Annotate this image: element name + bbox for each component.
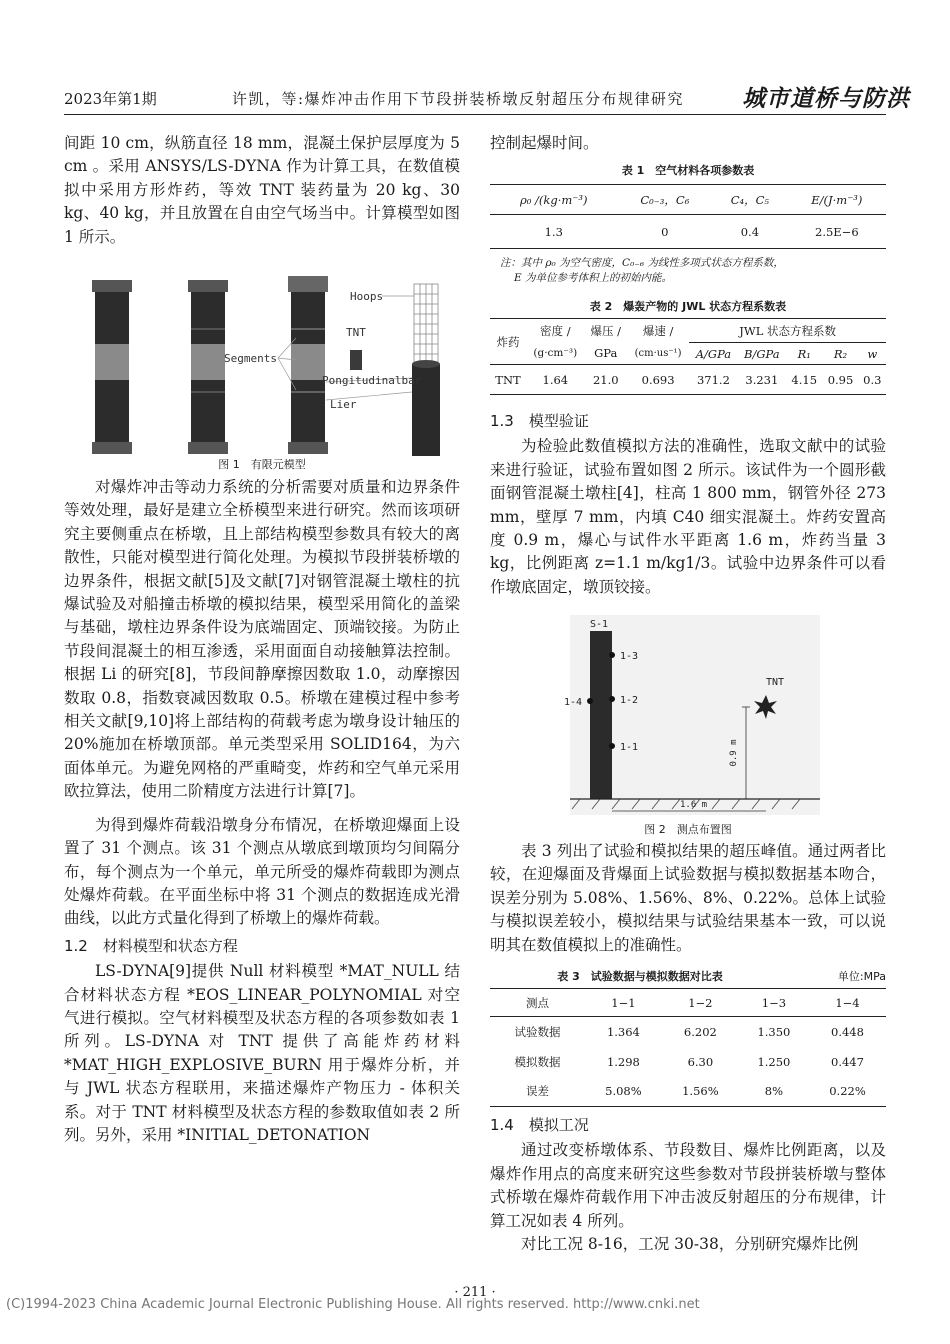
table-header-cell: 1−2 [688,995,713,1010]
table-cell: 0.22% [829,1084,866,1099]
paragraph: 控制起爆时间。 [490,134,599,152]
table-cell: 5.08% [605,1084,642,1099]
tnt-label: TNT [346,326,366,339]
header-rule [64,114,886,115]
table-header-cell: (g·cm⁻³) [533,347,578,360]
point-label: 1-3 [620,651,639,662]
liner-label: Lier [330,398,357,411]
paragraph: LS-DYNA[9]提供 Null 材料模型 *MAT_NULL 结合材料状态方程 *EOS_LINEAR_POLYNOMIAL 对空气进行模拟。空气材料模型及状态方程的各项参数如表 1 所列。LS-DYNA 对 TNT 提供了高能炸药材料 *MAT_HIGH_EXPLOSIVE_BURN 用于爆炸分析，并与 JWL 状态方程联用，来描述爆炸产物压力 - 体积关系。对于 TNT 材料模型及状态方程的参数取值如表 2 所列。另外，采用 *INITIAL_DETONATION [64,962,460,1144]
table-2-caption: 表 2 爆轰产物的 JWL 状态方程系数表 [589,300,787,313]
pier-model-integral [92,280,132,454]
tnt-block [350,350,362,370]
finite-element-model-illustration [64,272,460,458]
tnt-label: TNT [766,677,785,688]
table-1 [490,184,886,249]
table-header-cell: A/GPa [695,346,732,361]
pier-model-segmental [188,280,228,454]
table-header-cell: 爆速 / [642,323,674,338]
table-cell: 3.231 [745,372,779,387]
table-header-cell: 爆压 / [590,323,622,338]
left-column [64,132,460,249]
table-3-unit: 单位:MPa [837,970,886,983]
pier-specimen [590,631,612,799]
hoops-label: Hoops [350,290,384,303]
left-column-body [64,476,460,1147]
paragraph: 为检验此数值模拟方法的准确性，选取文献中的试验来进行验证，试验布置如图 2 所示。该试件为一个圆形截面钢管混凝土墩柱[4]，柱高 1 800 mm，钢管外径 273 mm，壁厚 7 mm，内填 C40 细实混凝土。炸药安置高度 0.9 m，爆心与试件水平距离 1.6 m，炸药当量 3 kg，比例距离 z=1.1 m/kg1/3。试验中边界条件可以看作墩底固定，墩顶铰接。 [490,437,886,596]
issue-label: 2023年第1期 [64,90,157,108]
table-cell: 0.4 [740,224,760,239]
paragraph: 对比工况 8-16，工况 30-38，分别研究爆炸比例 [521,1235,859,1254]
table-header-cell: E/(J·m⁻³) [811,192,863,207]
table-cell: 1.364 [606,1024,640,1039]
table-header-cell: 炸药 [490,319,526,365]
pier-model-segmental-meshed [288,276,328,454]
paragraph: 对爆炸冲击等动力系统的分析需要对质量和边界条件等效处理，最好是建立全桥模型来进行研究。然而该项研究主要侧重点在桥墩，且上部结构模型参数具有较大的离散性，只能对模型进行简化处理。为模拟节段拼装桥墩的边界条件，根据文献[5]及文献[7]对钢管混凝土墩柱的抗爆试验及对船撞击桥墩的模拟结果，模型采用简化的盖梁与基础，墩柱边界条件设为底端固定、顶端铰接。为防止节段间混凝土的相互渗透，采用面面自动接触算法控制。根据 Li 的研究[8]，节段间静摩擦因数取 1.0，动摩擦因数取 0.8，指数衰减因数取 0.5。桥墩在建模过程中参考相关文献[9,10]将上部结构的荷载考虑为墩身设计轴压的 20%施加在桥墩顶部。单元类型采用 SOLID164，为六面体单元。为避免网格的严重畸变，炸药和空气单元采用欧拉算法，使用二阶精度方法进行计算[7]。 [64,478,460,801]
table-header-cell: R₁ [797,346,811,361]
table-cell: TNT [495,372,521,387]
table-cell: 6.202 [683,1024,717,1039]
table-cell: 1.56% [682,1084,719,1099]
table-header-cell: B/GPa [744,346,780,361]
measuring-point [609,696,615,702]
table-cell: 1.250 [757,1054,791,1069]
right-column-top [490,132,886,155]
figure-1 [64,272,460,458]
table-cell: 误差 [525,1084,549,1099]
height-dimension: 0.9 m [729,739,739,767]
table-row [490,1017,886,1047]
table-header-row [490,989,886,1017]
table-header-cell: 1−1 [611,995,636,1010]
table-cell: 0 [661,224,669,239]
table-row [490,365,886,395]
measuring-point [587,698,593,704]
table-cell: 模拟数据 [514,1054,561,1069]
table-cell: 1.64 [542,372,569,387]
table-header-cell: JWL 状态方程系数 [689,319,886,343]
table-cell: 0.693 [641,372,675,387]
table-header-cell: (cm·us⁻¹) [634,347,682,359]
point-label: 1-4 [564,697,583,708]
table-row [490,1077,886,1107]
table-row [490,215,886,249]
table-header-cell: GPa [594,346,618,361]
journal-brand: 城市道桥与防洪 [742,85,910,112]
table-1-caption: 表 1 空气材料各项参数表 [621,164,755,177]
table-cell: 0.447 [831,1054,864,1069]
table-cell: 1.350 [757,1024,791,1039]
table-note-line: E 为单位参考体积上的初始内能。 [514,272,673,284]
point-label: 1-2 [620,695,639,706]
section-heading-1-3: 1.3 模型验证 [490,412,589,430]
table-note-line: 注：其中 ρ₀ 为空气密度，C₀₋₆ 为线性多项式状态方程系数， [500,257,784,269]
table-cell: 6.30 [687,1054,714,1069]
point-label: 1-1 [620,742,639,753]
section-heading-1-2: 1.2 材料模型和状态方程 [64,936,238,955]
specimen-label: S-1 [590,619,609,630]
table-3 [490,988,886,1107]
table-cell: 4.15 [791,372,818,387]
figure-2 [564,615,820,815]
table-cell: 1.3 [544,224,563,239]
table-header-row [490,185,886,215]
distance-dimension: 1.6 m [680,800,708,810]
table-2 [490,318,886,395]
table-header-cell: 密度 / [540,323,571,338]
table-cell: 21.0 [592,372,619,387]
right-column-bottom [490,1110,886,1256]
table-header-cell: C₄，C₅ [730,192,770,207]
paragraph: 间距 10 cm，纵筋直径 18 mm，混凝土保护层厚度为 5 cm 。采用 ANSYS/LS-DYNA 作为计算工具，在数值模拟中采用方形炸药，等效 TNT 装药量为 20 kg、30 kg、40 kg，并且放置在自由空气场当中。计算模型如图 1 所示。 [64,134,460,246]
table-row [490,1047,886,1077]
table-cell: 0.448 [831,1024,864,1039]
table-header-cell: 1−3 [761,995,787,1010]
copyright-notice: (C)1994-2023 China Academic Journal Electronic Publishing House. All rights reserved. http://www.cnki.net [6,1297,700,1312]
table-header-cell: 1−4 [835,995,860,1010]
paragraph: 表 3 列出了试验和模拟结果的超压峰值。通过两者比较，在迎爆面及背爆面上试验数据与模拟数据基本吻合，误差分别为 5.08%、1.56%、8%、0.22%。总体上试验与模拟误差较小，模拟结果与试验结果基本一致，可以说明其在数值模拟上的准确性。 [490,842,886,954]
table-cell: 0.95 [827,372,854,387]
figure-1-caption: 图 1 有限元模型 [218,458,306,471]
table-cell: 1.298 [606,1054,640,1069]
table-header-cell: 测点 [525,995,549,1010]
measuring-point-layout [564,615,820,815]
table-header-cell: C₀₋₃，C₆ [640,192,690,207]
table-cell: 8% [764,1084,784,1099]
table-cell: 试验数据 [514,1024,561,1039]
table-header-cell: w [867,346,878,361]
table-cell: 371.2 [696,372,730,387]
measuring-point [609,652,615,658]
figure-2-caption: 图 2 测点布置图 [644,823,732,836]
table-header-cell: ρ₀ /(kg·m⁻³) [520,192,588,207]
table-cell: 0.3 [863,372,882,387]
right-column-lower [490,840,886,957]
section-heading-1-4: 1.4 模拟工况 [490,1116,589,1134]
right-column-mid [490,406,886,599]
table-3-caption: 表 3 试验数据与模拟数据对比表 [557,970,723,983]
longitudinal-bar-label: Pongitudinalbar [322,374,422,387]
table-cell: 2.5E−6 [815,224,859,239]
table-header-cell: R₂ [833,346,848,361]
running-title: 许凯，等:爆炸冲击作用下节段拼装桥墩反射超压分布规律研究 [232,90,685,108]
segments-label: Segments [224,352,277,365]
paragraph: 为得到爆炸荷载沿墩身分布情况，在桥墩迎爆面上设置了 31 个测点。该 31 个测点从墩底到墩顶均匀间隔分布，每个测点为一个单元，单元所受的爆炸荷载即为测点处爆炸荷载。在平面坐标中将 31 个测点的数据连成光滑曲线，以此方式量化得到了桥墩上的爆炸荷载。 [64,815,460,928]
table-1-note [500,256,886,286]
paragraph: 通过改变桥墩体系、节段数目、爆炸比例距离，以及爆炸作用点的高度来研究这些参数对节段拼装桥墩与整体式桥墩在爆炸荷载作用下冲击波反射超压的分布规律，计算工况如表 4 所列。 [490,1141,886,1230]
measuring-point [609,743,615,749]
page-number: · 211 · [454,1285,496,1300]
